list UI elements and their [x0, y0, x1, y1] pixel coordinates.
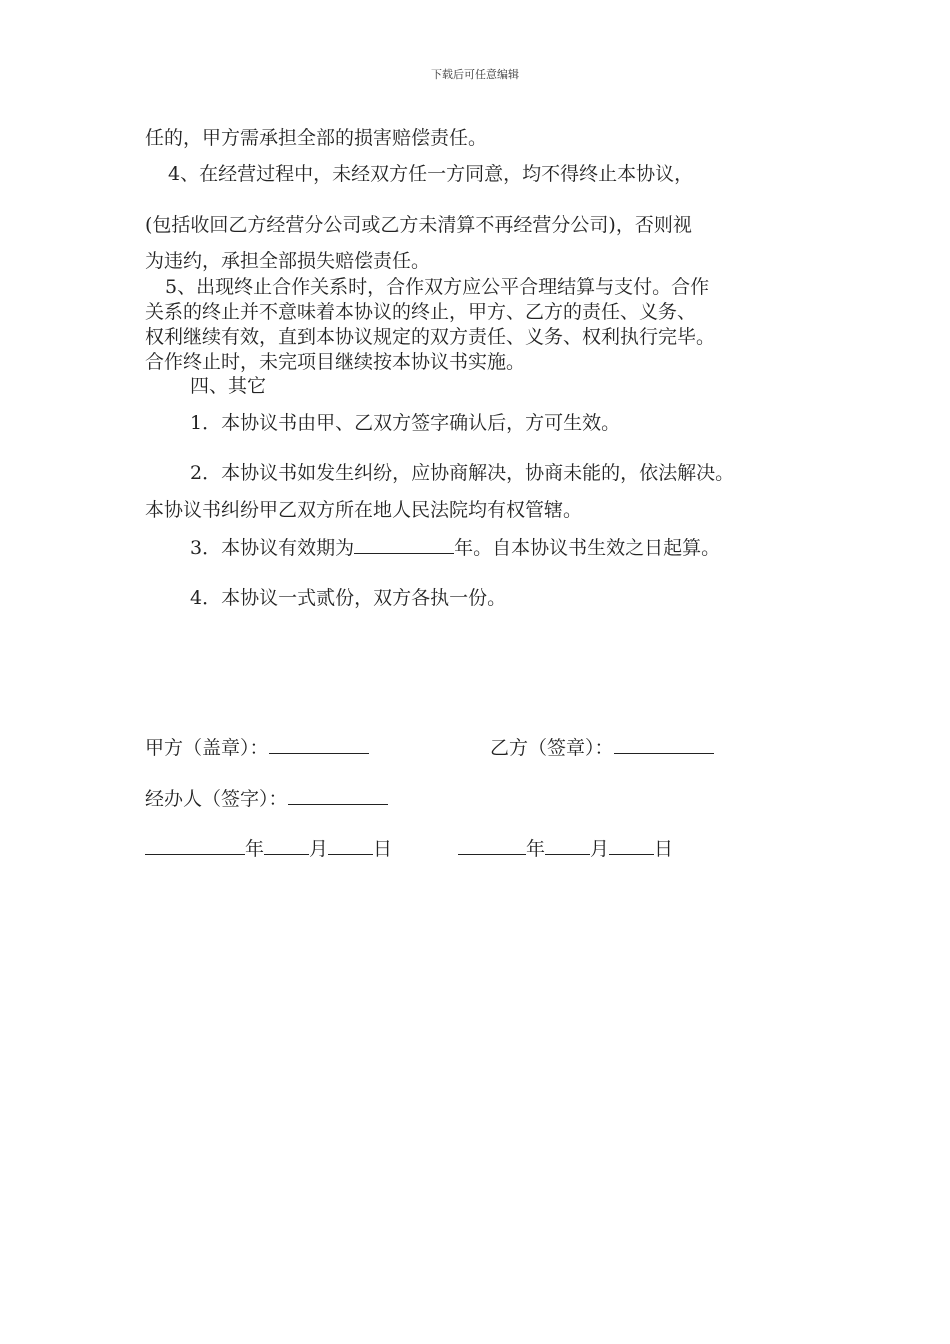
paragraph-line: (包括收回乙方经营分公司或乙方未清算不再经营分公司)，否则视	[145, 214, 692, 236]
year-label: 年	[245, 838, 265, 860]
item-3-text-after: 年。自本协议书生效之日起算。	[454, 537, 721, 559]
day-label: 日	[654, 838, 674, 860]
party-b-label: 乙方（签章）：	[490, 737, 614, 759]
clause-5-line: 5、出现终止合作关系时，合作双方应公平合理结算与支付。合作	[165, 276, 710, 298]
party-b-date	[458, 836, 673, 861]
party-a-date	[145, 836, 392, 861]
party-b-year-blank[interactable]	[458, 836, 526, 855]
party-a-signature	[145, 735, 369, 760]
item-3-text-before: 3．本协议有效期为	[190, 537, 355, 559]
party-a-month-blank[interactable]	[264, 836, 309, 855]
clause-4-line: 4、在经营过程中，未经双方任一方同意，均不得终止本协议，	[168, 163, 694, 185]
page-header-note: 下载后可任意编辑	[431, 68, 519, 81]
paragraph-line: 关系的终止并不意味着本协议的终止，甲方、乙方的责任、义务、	[145, 301, 697, 323]
item-1: 1．本协议书由甲、乙双方签字确认后，方可生效。	[190, 412, 621, 434]
party-a-seal-blank[interactable]	[269, 735, 369, 754]
section-title: 四、其它	[190, 375, 267, 397]
month-label: 月	[309, 838, 329, 860]
paragraph-line: 为违约，承担全部损失赔偿责任。	[145, 250, 431, 272]
paragraph-line: 任的，甲方需承担全部的损害赔偿责任。	[145, 127, 488, 149]
party-a-day-blank[interactable]	[328, 836, 373, 855]
party-b-signature	[490, 735, 714, 760]
year-label: 年	[526, 838, 546, 860]
handler-sign-blank[interactable]	[288, 786, 388, 805]
item-4: 4．本协议一式贰份，双方各执一份。	[190, 587, 507, 609]
party-b-month-blank[interactable]	[545, 836, 590, 855]
validity-years-blank[interactable]	[354, 535, 454, 554]
paragraph-line: 权利继续有效，直到本协议规定的双方责任、义务、权利执行完毕。	[145, 326, 716, 348]
party-b-seal-blank[interactable]	[614, 735, 714, 754]
paragraph-line: 合作终止时，未完项目继续按本协议书实施。	[145, 351, 526, 373]
handler-signature	[145, 786, 388, 811]
handler-label: 经办人（签字）：	[145, 788, 288, 810]
item-2-continued: 本协议书纠纷甲乙双方所在地人民法院均有权管辖。	[145, 499, 583, 521]
party-a-label: 甲方（盖章）：	[145, 737, 269, 759]
month-label: 月	[590, 838, 610, 860]
item-2: 2．本协议书如发生纠纷，应协商解决，协商未能的，依法解决。	[190, 462, 735, 484]
party-a-year-blank[interactable]	[145, 836, 245, 855]
party-b-day-blank[interactable]	[609, 836, 654, 855]
item-3	[190, 535, 720, 560]
day-label: 日	[373, 838, 393, 860]
